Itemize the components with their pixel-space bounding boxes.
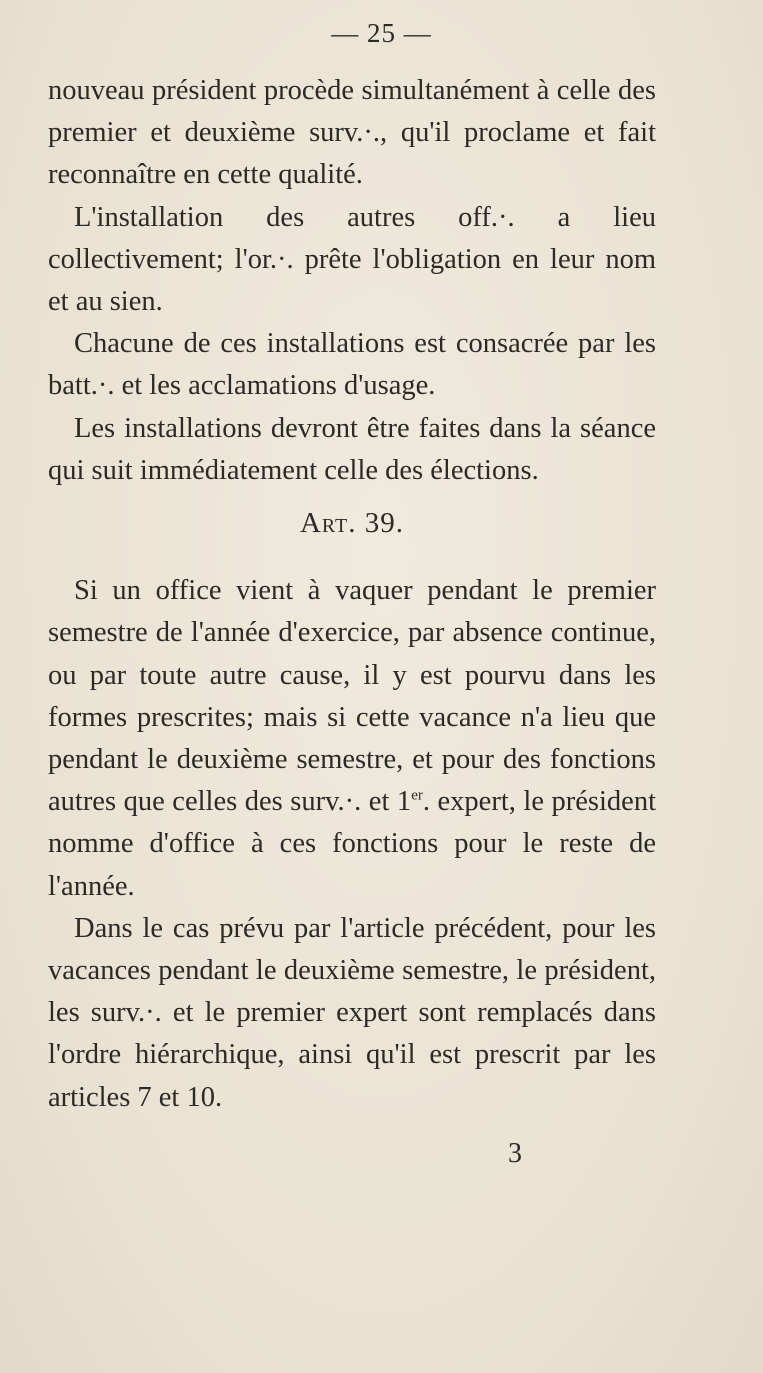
paragraph-continued: nouveau président procède simultanément à celle des premier et deuxième surv.·., qu'il proclame et fait reconnaître en cette qualité. [48,75,656,191]
article-heading [48,502,656,544]
paragraph-timing: Les installations devront être faites dans la séance qui suit immédiatement celle des élections. [48,412,656,486]
paragraph-installation: L'installation des autres off.·. a lieu collectivement; l'or.·. prête l'obligation en leur nom et au sien. [48,201,656,318]
article-label: Art. [299,507,357,540]
paragraph-consecration: Chacune de ces installations est consacrée par les batt.·. et les acclamations d'usage. [48,328,656,402]
article-number: 39. [364,507,405,540]
vacancy-text-start: Si un office vient à vaquer pendant le premier semestre de l'année d'exercice, par absence continue, ou par toute autre cause, il y est pourvu dans les formes prescrites; mais si cette vacance n'a lieu que pendant le deuxième semestre, et pour des fonctions autres que celles des surv.·. et 1 [48,575,656,818]
article-paragraph-replacement: Dans le cas prévu par l'article précédent, pour les vacances pendant le deuxième semestre, le président, les surv.·. et le premier expert sont remplacés dans l'ordre hiérarchique, ainsi qu'il est prescrit par les articles 7 et 10. [48,912,656,1113]
signature-mark: 3 [508,1138,522,1169]
ordinal-superscript: er [411,787,423,804]
article-paragraph-vacancy [48,570,656,908]
page-number: — 25 — [331,18,432,48]
vacancy-text-end: . expert, le président nomme d'office à ces fonctions pour le reste de l'année. [48,786,656,902]
page-body [48,70,656,1119]
